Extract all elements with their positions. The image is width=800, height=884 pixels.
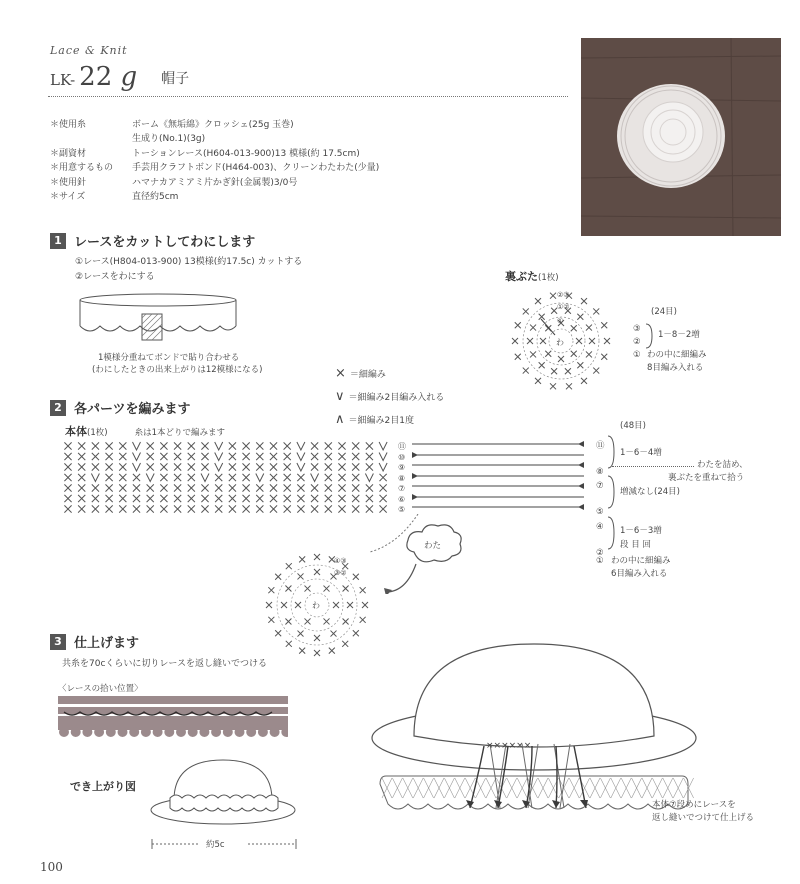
material-value: ボーム《無垢綿》クロッシェ(25g 玉巻): [132, 120, 294, 130]
lid-bracket: [644, 322, 654, 350]
row-label: ⑤: [398, 505, 406, 514]
lid-row-1: ①: [633, 350, 641, 360]
legend-text: ＝細編み2目1度: [348, 416, 414, 426]
legend-text: ＝細編み: [349, 370, 386, 380]
wata-leader-line: [612, 466, 694, 467]
step1-title: レースをカットしてわにします: [74, 235, 256, 250]
group2-text: 増減なし(24目): [620, 487, 680, 497]
step2-number: 2: [50, 400, 66, 416]
body-row-1: ①: [596, 556, 604, 566]
step1-note-2: (わにしたときの出来上がりは12模様になる): [92, 365, 263, 375]
material-row: [50, 147, 379, 161]
size-dimension-line: [150, 838, 300, 850]
body-stitch-count: (48目): [620, 421, 646, 431]
material-row: [50, 176, 379, 190]
lid-row-3: ③: [633, 324, 641, 334]
step1-heading: [50, 231, 255, 250]
material-value: トーションレース(H604-013-900)13 模様(約 17.5cm): [132, 148, 360, 159]
material-value: 直径約5cm: [132, 192, 179, 203]
row-label: ④: [596, 522, 604, 532]
pattern-code: [50, 62, 189, 92]
body-center-label: わ: [312, 601, 320, 610]
step2-heading: [50, 398, 190, 417]
material-key: ＊使用針: [50, 177, 87, 188]
row-label: ⑧: [398, 473, 406, 483]
decrease-symbol: ∧: [335, 412, 345, 427]
lace-ring-diagram: [78, 292, 238, 348]
lace-position-label: 〈レースの拾い位置〉: [58, 684, 143, 694]
material-key: ＊使用糸: [50, 120, 87, 130]
group1-bracket: [606, 434, 616, 470]
lid-row1-text-2: 8目編み入れる: [647, 363, 704, 373]
material-key: ＊用意するもの: [50, 163, 114, 174]
hat-photo-illustration: [581, 38, 781, 236]
lid-center-label: わ: [556, 338, 564, 347]
page-number: 100: [40, 860, 63, 874]
code-number: 22: [79, 62, 113, 92]
row-label: ⑩: [398, 452, 406, 462]
wata-note-1: わたを詰め、: [697, 460, 748, 470]
finish-note-1: 本体⑦段めにレースを: [652, 800, 736, 810]
legend-item: [335, 409, 444, 432]
lid-title-text: 裏ぶた: [505, 270, 538, 283]
material-row: [50, 118, 379, 132]
svg-text:②③: ②③: [557, 291, 570, 299]
svg-text:①: ①: [557, 317, 564, 325]
row-label: ⑥: [398, 494, 406, 504]
material-row: [50, 161, 379, 175]
body-label: [65, 420, 225, 440]
lid-crochet-chart: [505, 283, 617, 395]
finish-note-2: 返し縫いでつけて仕上げる: [652, 813, 755, 823]
row-label: ②: [596, 548, 604, 558]
single-crochet-symbol: ×: [335, 366, 346, 381]
lace-strip-diagram: [58, 696, 288, 742]
body-stitch-chart: [60, 440, 400, 520]
material-key: [50, 132, 132, 146]
material-row: [50, 132, 379, 146]
body-row1-text-2: 6目編み入れる: [611, 569, 668, 579]
step1-instruction-1: ①レース(H804-013-900) 13模様(約17.5c) カットする: [75, 257, 303, 267]
item-name: 帽子: [161, 71, 190, 87]
body-row1-text-1: わの中に細編み: [611, 556, 671, 566]
group2-bracket: [606, 474, 616, 510]
size-label: 約5c: [206, 840, 225, 850]
svg-text:③②: ③②: [334, 569, 347, 577]
material-value: ハマナカアミアミ片かぎ針(金属製)3/0号: [132, 177, 298, 188]
row-label: ⑪: [398, 442, 406, 451]
finished-hat-diagram: [148, 758, 298, 830]
lid-increase-text: 1－8－2増: [658, 330, 700, 340]
step3-number: 3: [50, 634, 66, 650]
row-label: ⑦: [398, 484, 406, 493]
body-row-arrows: [412, 440, 584, 512]
svg-text:××××××: ××××××: [486, 741, 532, 751]
group1-text: 1－6－4増: [620, 448, 662, 458]
row-label: ⑪: [596, 441, 605, 451]
group3-text-1: 1－6－3増: [620, 526, 662, 536]
increase-symbol: ∨: [335, 389, 345, 404]
lid-count: (1枚): [538, 273, 559, 283]
row-label: ⑧: [596, 467, 604, 477]
code-prefix: LK-: [50, 71, 76, 89]
product-photo: [581, 38, 781, 236]
body-round-chart: [260, 545, 375, 660]
legend-text: ＝細編み2目編み入れる: [348, 393, 445, 403]
step1-instruction-2: ②レースをわにする: [75, 272, 155, 282]
group3-bracket: [606, 515, 616, 551]
body-note: 糸は1本どりで編みます: [134, 428, 226, 438]
row-label: ⑨: [398, 463, 406, 472]
finish-title: でき上がり図: [70, 780, 136, 793]
lid-row-2: ②: [633, 337, 641, 347]
material-value: 生成り(No.1)(3g): [132, 134, 206, 145]
legend-item: [335, 363, 444, 386]
material-key: ＊副資材: [50, 148, 87, 159]
group3-text-2: 段 目 回: [620, 540, 651, 550]
svg-text:④③: ④③: [334, 557, 347, 565]
material-key: ＊サイズ: [50, 192, 86, 203]
svg-text:①②: ①②: [557, 303, 570, 311]
lid-stitch-count: (24目): [651, 307, 677, 317]
material-value: 手芸用クラフトボンド(H464-003)、クリーンわたわた(少量): [132, 163, 380, 174]
materials-list: [50, 118, 379, 204]
row-label: ⑤: [596, 507, 604, 517]
step2-title: 各パーツを編みます: [74, 402, 191, 417]
body-count: (1枚): [87, 428, 108, 438]
stitch-legend: [335, 363, 444, 432]
step3-title: 仕上げます: [74, 636, 140, 651]
legend-item: [335, 386, 444, 409]
row-label: ⑦: [596, 481, 604, 491]
step3-instruction: 共糸を70cくらいに切りレースを返し縫いでつける: [62, 659, 267, 669]
step1-number: 1: [50, 233, 66, 249]
lid-row1-text-1: わの中に細編み: [647, 350, 707, 360]
material-row: [50, 190, 379, 204]
brand-label: Lace & Knit: [50, 44, 128, 57]
cloud-label: わた: [424, 541, 442, 551]
code-suffix: g: [120, 62, 138, 92]
body-title: 本体: [65, 425, 87, 438]
step1-note-1: 1模様分重ねてボンドで貼り合わせる: [98, 353, 240, 363]
wata-note-2: 裏ぶたを重ねて拾う: [668, 473, 745, 483]
large-hat-diagram: [368, 636, 700, 852]
body-row-labels: [398, 442, 406, 516]
step3-heading: [50, 632, 139, 651]
header-divider: [48, 96, 568, 97]
